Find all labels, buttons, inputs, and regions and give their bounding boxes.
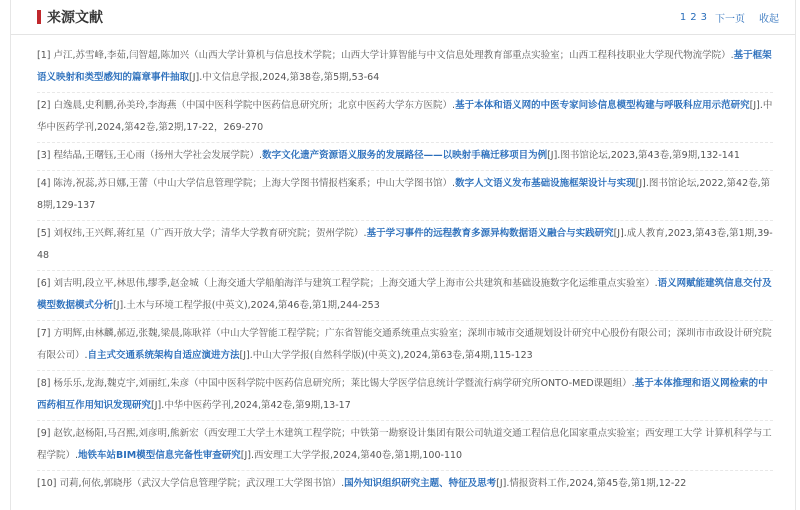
ref-source: [J].图书馆论坛,2023,第43卷,第9期,132-141: [547, 150, 740, 161]
title-accent-bar: [37, 10, 41, 24]
ref-source: [J].中山大学学报(自然科学版)(中英文),2024,第63卷,第4期,115-123: [239, 350, 533, 361]
ref-title-link[interactable]: 数字文化遗产资源语义服务的发展路径——以映射手稿迁移项目为例: [262, 150, 548, 161]
ref-title-link[interactable]: 地铁车站BIM模型信息完备性审查研究: [78, 450, 241, 461]
pagination: [676, 10, 779, 25]
ref-source: [J].中华中医药学刊,2024,第42卷,第2期,17-22，269-270: [37, 100, 773, 133]
ref-authors: 方明辉,由林麟,郝迈,张魏,梁晨,陈耿祥（中山大学智能工程学院；广东省智能交通系统重点实验室；深圳市城市交通规划设计研究中心股份有限公司；深圳市市政设计研究院有限公司）.: [37, 328, 772, 361]
ref-title-link[interactable]: 基于框架语义映射和类型感知的篇章事件抽取: [37, 50, 772, 83]
ref-title-link[interactable]: 基于本体和语义网的中医专家问诊信息模型构建与呼吸科应用示范研究: [455, 100, 750, 111]
page-link-2[interactable]: 2: [690, 11, 697, 23]
ref-authors: 刘权纬,王兴辉,蒋红星（广西开放大学；清华大学教育研究院；贺州学院）.: [53, 228, 367, 239]
ref-source: [J].中文信息学报,2024,第38卷,第5期,53-64: [189, 72, 380, 83]
page-link-1[interactable]: 1: [679, 11, 687, 23]
ref-authors: 程结晶,王曙钰,王心雨（扬州大学社会发展学院）.: [53, 150, 263, 161]
reference-item: [37, 471, 773, 498]
ref-authors: 白逸晨,史利鹏,孙美玲,李海燕（中国中医科学院中医药信息研究所；北京中医药大学东方医院）.: [53, 100, 456, 111]
ref-source: [J].情报资料工作,2024,第45卷,第1期,12-22: [496, 478, 687, 489]
ref-title-link[interactable]: 基于学习事件的远程教育多源异构数据语义融合与实践研究: [366, 228, 614, 239]
ref-number: [3]: [37, 150, 51, 161]
reference-item: [37, 421, 773, 471]
ref-number: [9]: [37, 428, 51, 439]
reference-item: [37, 43, 773, 93]
ref-authors: 司莉,何依,郭晓彤（武汉大学信息管理学院；武汉理工大学图书馆）.: [59, 478, 345, 489]
ref-number: [7]: [37, 328, 51, 339]
ref-number: [1]: [37, 50, 51, 61]
ref-authors: 刘吉明,段立平,林思伟,缪季,赵金城（上海交通大学船舶海洋与建筑工程学院；上海交通大学上海市公共建筑和基础设施数字化运维重点实验室）.: [53, 278, 658, 289]
ref-source: [J].成人教育,2023,第43卷,第1期,39-48: [37, 228, 773, 261]
next-page-link[interactable]: 下一页: [715, 13, 745, 25]
reference-item: [37, 171, 773, 221]
ref-source: [J].土木与环境工程学报(中英文),2024,第46卷,第1期,244-253: [113, 300, 380, 311]
ref-authors: 赵钦,赵杨阳,马召熙,刘彦明,熊新宏（西安理工大学土木建筑工程学院；中铁第一勘察设计集团有限公司轨道交通工程信息化国家重点实验室；西安理工大学 计算机科学与工程学院）.: [37, 428, 772, 461]
ref-authors: 杨乐乐,龙海,魏克宇,刘丽红,朱彦（中国中医科学院中医药信息研究所；莱比锡大学医学信息统计学暨流行病学研究所ONTO-MED课题组）.: [53, 378, 635, 389]
reference-item: [37, 371, 773, 421]
references-panel: [10, 0, 796, 510]
collapse-link[interactable]: 收起: [759, 13, 779, 25]
reference-list: [11, 35, 795, 498]
ref-number: [4]: [37, 178, 51, 189]
ref-number: [6]: [37, 278, 51, 289]
ref-source: [J].西安理工大学学报,2024,第40卷,第1期,100-110: [240, 450, 463, 461]
ref-source: [J].图书馆论坛,2022,第42卷,第8期,129-137: [37, 178, 771, 211]
ref-title-link[interactable]: 国外知识组织研究主题、特征及思考: [344, 478, 497, 489]
ref-number: [8]: [37, 378, 51, 389]
ref-number: [5]: [37, 228, 51, 239]
ref-title-link[interactable]: 自主式交通系统架构自适应演进方法: [87, 350, 240, 361]
ref-title-link[interactable]: 基于本体推理和语义网检索的中西药相互作用知识发现研究: [37, 378, 768, 411]
title-wrap: [37, 7, 103, 27]
ref-number: [2]: [37, 100, 51, 111]
reference-item: [37, 143, 773, 171]
ref-title-link[interactable]: 语义网赋能建筑信息交付及模型数据模式分析: [37, 278, 772, 311]
reference-item: [37, 221, 773, 271]
reference-item: [37, 321, 773, 371]
references-header: [11, 0, 795, 35]
reference-item: [37, 271, 773, 321]
reference-item: [37, 93, 773, 143]
ref-source: [J].中华中医药学刊,2024,第42卷,第9期,13-17: [151, 400, 351, 411]
ref-title-link[interactable]: 数字人文语义发布基础设施框架设计与实现: [455, 178, 636, 189]
page-link-3[interactable]: 3: [700, 11, 707, 23]
ref-authors: 陈涛,祝蕊,苏日娜,王蕾（中山大学信息管理学院；上海大学图书情报档案系；中山大学图书馆）.: [53, 178, 456, 189]
page-title: 来源文献: [47, 10, 103, 26]
ref-number: [10]: [37, 478, 57, 489]
ref-authors: 卢江,苏雪峰,李茹,闫智超,陈加兴（山西大学计算机与信息技术学院；山西大学计算智能与中文信息处理教育部重点实验室；山西工程科技职业大学现代物流学院）.: [53, 50, 734, 61]
